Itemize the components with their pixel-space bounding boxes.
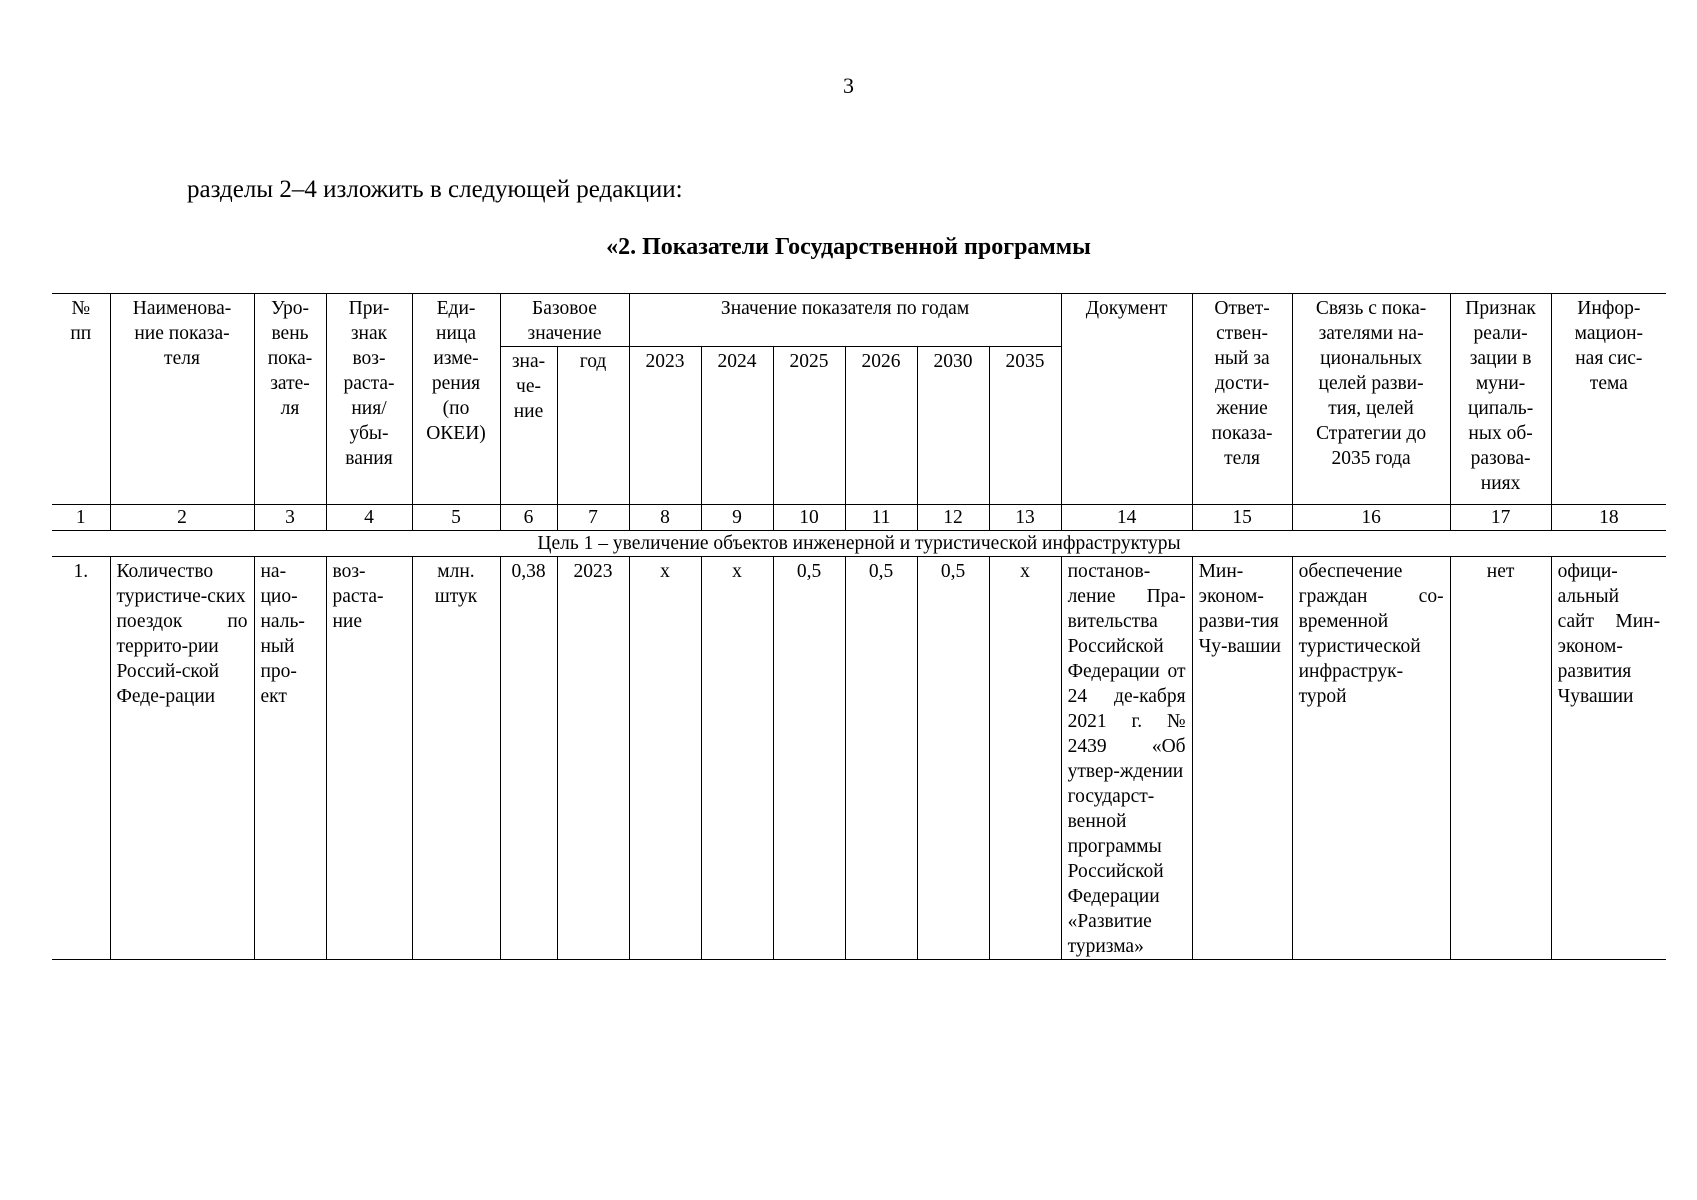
row-name: Количество туристиче-ских поездок по террито-рии Россий-ской Феде-рации: [110, 557, 254, 960]
header-year-2026: 2026: [845, 347, 917, 505]
row-value-2023: х: [629, 557, 701, 960]
row-sign: воз-раста-ние: [326, 557, 412, 960]
row-value-2035: х: [989, 557, 1061, 960]
column-number: 1: [52, 505, 110, 531]
column-number: 16: [1292, 505, 1450, 531]
row-value-2024: х: [701, 557, 773, 960]
header-year-2025: 2025: [773, 347, 845, 505]
header-info-system: Инфор- мацион- ная сис- тема: [1551, 294, 1666, 505]
column-number: 8: [629, 505, 701, 531]
row-unit: млн. штук: [412, 557, 500, 960]
header-year-2030: 2030: [917, 347, 989, 505]
column-number: 7: [557, 505, 629, 531]
column-number: 14: [1061, 505, 1192, 531]
header-link: Связь с пока- зателями на- циональных целей разви- тия, целей Стратегии до 2035 года: [1292, 294, 1450, 505]
column-number: 13: [989, 505, 1061, 531]
column-number: 12: [917, 505, 989, 531]
header-level: Уро- вень пока- зате- ля: [254, 294, 326, 505]
header-document: Документ: [1061, 294, 1192, 505]
row-level: на-цио-наль-ный про-ект: [254, 557, 326, 960]
header-base-value: зна- че- ние: [500, 347, 557, 505]
column-number: 10: [773, 505, 845, 531]
column-number: 4: [326, 505, 412, 531]
column-number: 6: [500, 505, 557, 531]
row-responsible: Мин-эконом-разви-тия Чу-вашии: [1192, 557, 1292, 960]
header-base-year: год: [557, 347, 629, 505]
page-number: 3: [843, 73, 854, 98]
header-sign: При- знак воз- раста- ния/ убы- вания: [326, 294, 412, 505]
intro-text: разделы 2–4 изложить в следующей редакции:: [187, 176, 683, 203]
header-year-2035: 2035: [989, 347, 1061, 505]
header-year-2023: 2023: [629, 347, 701, 505]
row-document: постанов-ление Пра-вительства Российской Федерации от 24 де-кабря 2021 г. № 2439 «Об утвер-ждении государст-венной программы Российской Федерации «Развитие туризма»: [1061, 557, 1192, 960]
row-link: обеспечение граждан со-временной туристической инфраструк-турой: [1292, 557, 1450, 960]
table-row: [52, 557, 1666, 960]
column-number-row: [52, 505, 1666, 531]
column-number: 15: [1192, 505, 1292, 531]
row-municipal: нет: [1450, 557, 1551, 960]
column-number: 2: [110, 505, 254, 531]
column-number: 11: [845, 505, 917, 531]
section-title: «2. Показатели Государственной программы: [606, 234, 1091, 260]
column-number: 9: [701, 505, 773, 531]
header-years-group: Значение показателя по годам: [629, 294, 1061, 347]
column-number: 17: [1450, 505, 1551, 531]
header-responsible: Ответ- ствен- ный за дости- жение показа- теля: [1192, 294, 1292, 505]
row-value-2025: 0,5: [773, 557, 845, 960]
header-num: № пп: [52, 294, 110, 505]
row-num: 1.: [52, 557, 110, 960]
header-unit: Еди- ница изме- рения (по ОКЕИ): [412, 294, 500, 505]
row-base-year: 2023: [557, 557, 629, 960]
goal-row: [52, 531, 1666, 557]
row-value-2026: 0,5: [845, 557, 917, 960]
column-number: 5: [412, 505, 500, 531]
header-base-group: Базовое значение: [500, 294, 629, 347]
goal-text: Цель 1 – увеличение объектов инженерной и туристической инфраструктуры: [52, 531, 1666, 557]
row-info-system: офици-альный сайт Мин-эконом-развития Чувашии: [1551, 557, 1666, 960]
column-number: 3: [254, 505, 326, 531]
row-base-value: 0,38: [500, 557, 557, 960]
header-name: Наименова- ние показа- теля: [110, 294, 254, 505]
indicators-table: [52, 293, 1666, 960]
header-year-2024: 2024: [701, 347, 773, 505]
row-value-2030: 0,5: [917, 557, 989, 960]
header-row: [52, 294, 1666, 347]
column-number: 18: [1551, 505, 1666, 531]
header-municipal: Признак реали- зации в муни- ципаль- ных об- разова- ниях: [1450, 294, 1551, 505]
